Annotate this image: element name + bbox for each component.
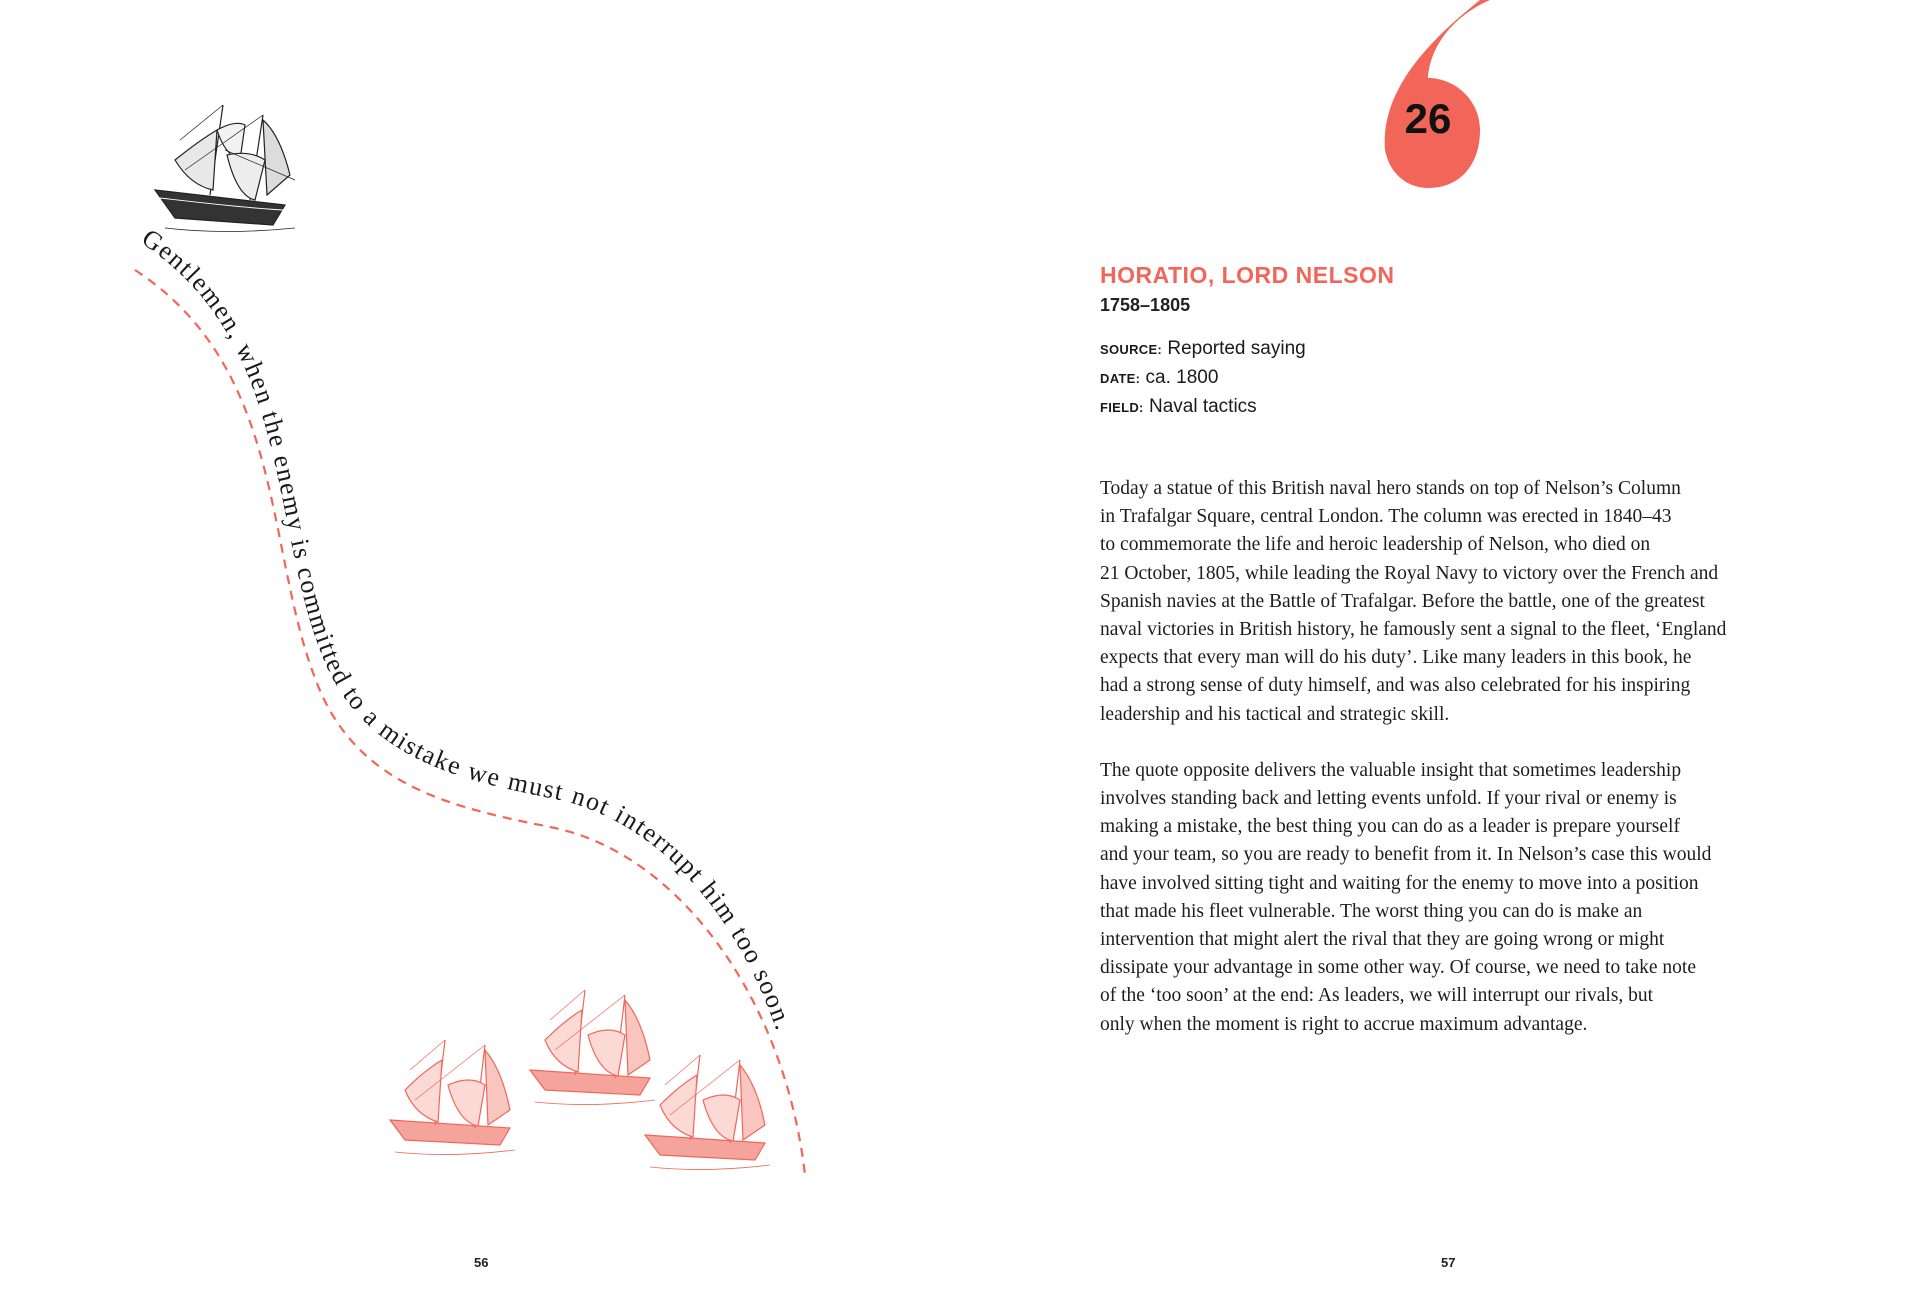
curved-quote-text: Gentlemen, when the enemy is committed to a mistake we must not interrupt him too soon. xyxy=(136,223,799,1035)
paragraph-gap xyxy=(1100,729,1820,757)
body-line: that made his fleet vulnerable. The worst thing you can do is make an xyxy=(1100,900,1643,922)
right-page xyxy=(960,0,1920,1291)
entry-meta xyxy=(1100,335,1306,422)
body-text xyxy=(1100,475,1820,1039)
meta-value: Naval tactics xyxy=(1143,396,1257,417)
meta-date xyxy=(1100,364,1306,393)
meta-label: SOURCE: xyxy=(1100,342,1163,357)
quote-mark-icon xyxy=(1385,0,1490,188)
body-line: Spanish navies at the Battle of Trafalgar. Before the battle, one of the greatest xyxy=(1100,590,1705,612)
meta-field xyxy=(1100,393,1306,422)
body-line: to commemorate the life and heroic leadership of Nelson, who died on xyxy=(1100,534,1651,556)
meta-value: ca. 1800 xyxy=(1140,367,1219,388)
body-line: 21 October, 1805, while leading the Royal Navy to victory over the French and xyxy=(1100,562,1719,584)
page-number-left: 56 xyxy=(474,1255,489,1270)
body-line: in Trafalgar Square, central London. The column was erected in 1840–43 xyxy=(1100,506,1672,528)
meta-source xyxy=(1100,335,1306,364)
ship-black-icon xyxy=(155,105,295,232)
curved-quote xyxy=(137,223,799,1034)
body-line: expects that every man will do his duty’. Like many leaders in this book, he xyxy=(1100,647,1692,669)
meta-value: Reported saying xyxy=(1162,338,1306,359)
body-line: Today a statue of this British naval hero stands on top of Nelson’s Column xyxy=(1100,478,1681,499)
meta-label: FIELD: xyxy=(1100,400,1144,415)
body-line: leadership and his tactical and strategic skill. xyxy=(1100,703,1450,725)
body-line: dissipate your advantage in some other way. Of course, we need to take note xyxy=(1100,957,1696,979)
author-name: HORATIO, LORD NELSON xyxy=(1100,262,1395,288)
entry-number: 26 xyxy=(1404,95,1452,142)
body-line: of the ‘too soon’ at the end: As leaders, we will interrupt our rivals, but xyxy=(1100,985,1654,1007)
body-line: making a mistake, the best thing you can do as a leader is prepare yourself xyxy=(1100,816,1680,838)
body-line: The quote opposite delivers the valuable insight that sometimes leadership xyxy=(1100,759,1682,781)
author-years: 1758–1805 xyxy=(1100,295,1191,315)
body-line: intervention that might alert the rival that they are going wrong or might xyxy=(1100,929,1665,951)
body-line: naval victories in British history, he famously sent a signal to the fleet, ‘England xyxy=(1100,619,1727,641)
body-line: had a strong sense of duty himself, and was also celebrated for his inspiring xyxy=(1100,675,1691,697)
body-line: and your team, so you are ready to benefit from it. In Nelson’s case this would xyxy=(1100,844,1712,866)
page-number-right: 57 xyxy=(1441,1255,1456,1270)
dashed-path-line xyxy=(135,270,805,1175)
meta-label: DATE: xyxy=(1100,371,1141,386)
body-line: only when the moment is right to accrue maximum advantage. xyxy=(1100,1013,1588,1035)
ships-red-icon xyxy=(390,990,770,1170)
body-line: have involved sitting tight and waiting for the enemy to move into a position xyxy=(1100,872,1699,894)
body-line: involves standing back and letting events unfold. If your rival or enemy is xyxy=(1100,788,1677,810)
